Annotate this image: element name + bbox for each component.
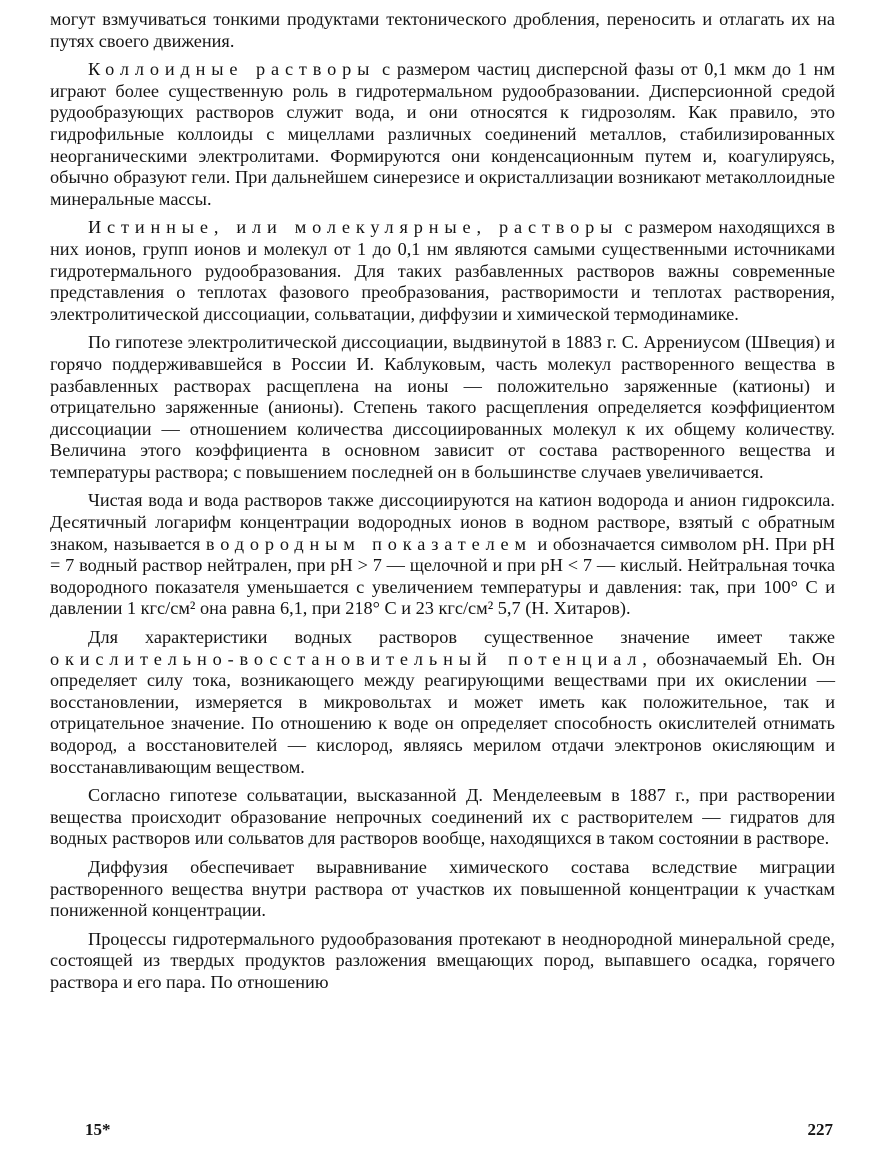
paragraph-1-text: могут взмучиваться тонкими продуктами тектонического дробления, переносить и отлагать их на путях своего движения.: [50, 9, 835, 51]
paragraph-4-text: По гипотезе электролитической диссоциации, выдвинутой в 1883 г. С. Аррениусом (Швеция) и горячо поддерживавшейся в России И. Каблуковым, часть молекул растворенного вещества в разбавленных растворах расщеплена на ионы — положительно заряженные (катионы) и отрицательно заряженные (анионы). Степень такого расщепления определяется коэффициентом диссоциации — отношением количества диссоциированных молекул к их общему количеству. Величина этого коэффициента в основном зависит от состава растворенного вещества и температуры раствора; с повышением последней он в большинстве случаев увеличивается.: [50, 332, 835, 482]
paragraph-2: [50, 59, 835, 210]
page-footer: [85, 1120, 833, 1144]
paragraph-2-text: с размером частиц дисперсной фазы от 0,1 мкм до 1 нм играют более существенную роль в гидротермальном рудообразовании. Дисперсионной средой рудообразующих растворов служит вода, и они относятся к гидрозолям. Как правило, это гидрофильные коллоиды с мицеллами различных соединений металлов, стабилизированных неорганическими электролитами. Формируются они конденсационным путем и, коагулируясь, обычно образуют гели. При дальнейшем синерезисе и окристаллизации возникают метаколлоидные минеральные массы.: [50, 59, 835, 209]
term-true-solutions: Истинные, или молекулярные, растворы: [88, 217, 619, 238]
paragraph-9: [50, 929, 835, 994]
paragraph-1: [50, 9, 835, 52]
paragraph-6: [50, 627, 835, 778]
term-redox-potential: окислительно-восстановительный потенциал: [50, 648, 643, 669]
paragraph-5: [50, 490, 835, 620]
paragraph-5-text-a: Чистая вода и вода растворов также диссоциируются на катион водорода и анион гидроксила. Десятичный логарифм концентрации водородных ионов в водном растворе, взятый с обратным знаком, называется: [50, 490, 835, 554]
paragraph-5-text-b: и обозначается символом pH. При pH = 7 водный раствор нейтрален, при pH > 7 — щелочной и при pH < 7 — кислый. Нейтральная точка водородного показателя уменьшается с увеличением температуры и давления: так, при 100° С и давлении 1 кгс/см² она равна 6,1, при 218° С и 23 кгс/см² 5,7 (Н. Хитаров).: [50, 533, 835, 619]
page-body: [50, 9, 835, 994]
paragraph-6-text-b: , обозначаемый Eh. Он определяет силу тока, возникающего между реагирующими веществами при их окислении — восстановлении, измеряется в микровольтах и может иметь как положительное, так и отрицательное значение. По отношению к воде он определяет способность окислителей отнимать водород, а восстановителей — кислород, являясь мерилом отдачи электронов окисляющим и восстанавливающим веществом.: [50, 648, 836, 777]
printer-signature: 15*: [85, 1120, 111, 1139]
page-number: 227: [807, 1120, 833, 1139]
paragraph-4: [50, 332, 835, 483]
paragraph-6-text-a: Для характеристики водных растворов существенное значение имеет также: [88, 627, 835, 648]
paragraph-8-text: Диффузия обеспечивает выравнивание химического состава вследствие миграции растворенного вещества внутри раствора от участков их повышенной концентрации к участкам пониженной концентрации.: [50, 856, 835, 921]
term-hydrogen-index: водородным показателем: [205, 533, 532, 554]
paragraph-7: [50, 785, 835, 850]
paragraph-8: [50, 857, 835, 922]
term-colloid-solutions: Коллоидные растворы: [88, 59, 376, 80]
paragraph-3: [50, 217, 835, 325]
paragraph-9-text: Процессы гидротермального рудообразования протекают в неоднородной минеральной среде, состоящей из твердых продуктов разложения вмещающих пород, выпавшего осадка, горячего раствора и его пара. По отношению: [50, 928, 835, 992]
paragraph-7-text: Согласно гипотезе сольватации, высказанной Д. Менделеевым в 1887 г., при растворении вещества происходит образование непрочных соединений их с растворителем — гидратов для водных растворов или сольватов для растворов вообще, находящихся в таком состоянии в растворе.: [50, 785, 835, 849]
paragraph-3-text: с размером находящихся в них ионов, групп ионов и молекул от 1 до 0,1 нм являются самыми существенными источниками гидротермального рудообразования. Для таких разбавленных растворов важны современные представления о теплотах фазового преобразования, растворимости и теплотах растворения, электролитической диссоциации, сольватации, диффузии и химической термодинамике.: [50, 217, 836, 324]
